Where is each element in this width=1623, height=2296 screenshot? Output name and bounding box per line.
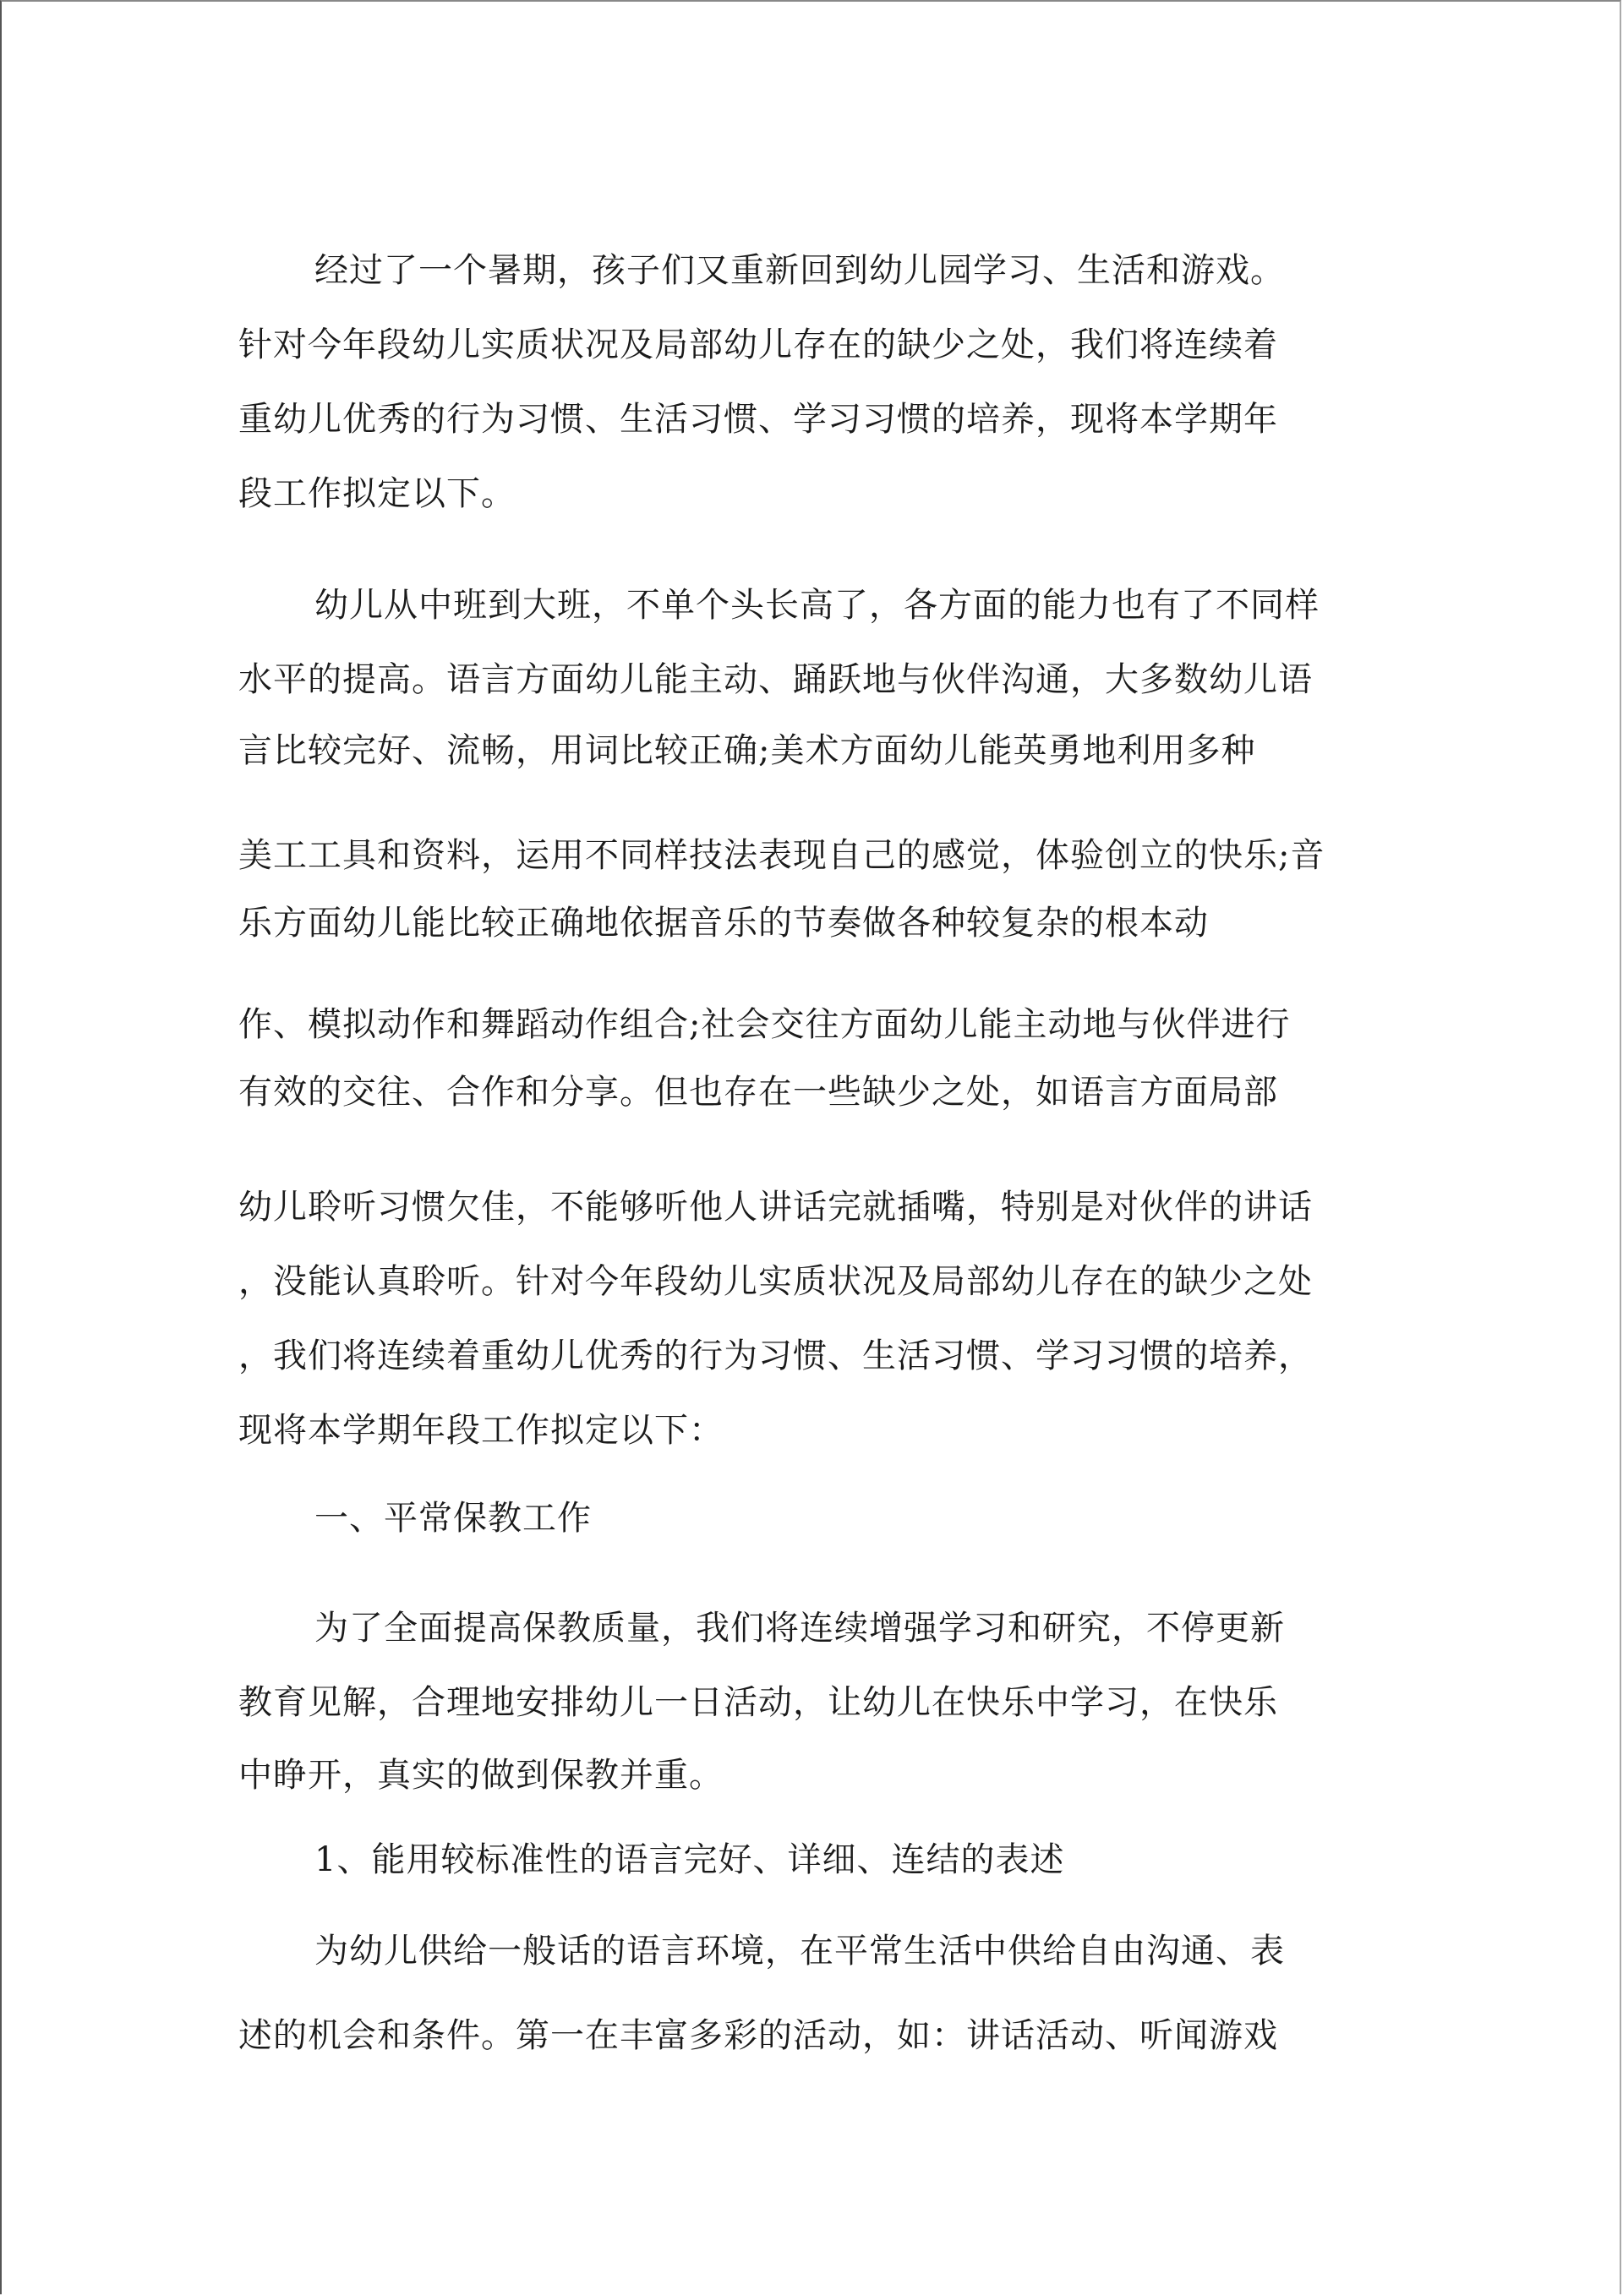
paragraph-2-line-6: 作、模拟动作和舞蹈动作组合;社会交往方面幼儿能主动地与伙伴进行 — [238, 1005, 1291, 1044]
paragraph-3-line-2: 教育见解，合理地安排幼儿一日活动，让幼儿在快乐中学习，在快乐 — [238, 1683, 1278, 1722]
paragraph-2-line-11: 现将本学期年段工作拟定以下： — [238, 1411, 724, 1450]
paragraph-2-line-7: 有效的交往、合作和分享。但也存在一些缺少之处，如语言方面局部 — [238, 1073, 1278, 1112]
paragraph-2-line-1: 幼儿从中班到大班，不单个头长高了，各方面的能力也有了不同样 — [314, 586, 1320, 625]
paragraph-3-line-3: 中睁开，真实的做到保教并重。 — [238, 1756, 724, 1795]
section-heading: 一、平常保教工作 — [314, 1499, 592, 1538]
paragraph-2-line-5: 乐方面幼儿能比较正确地依据音乐的节奏做各种较复杂的根本动 — [238, 904, 1209, 943]
paragraph-2-line-9: ，没能认真聆听。针对今年段幼儿实质状况及局部幼儿存在的缺少之处 — [238, 1262, 1313, 1301]
paragraph-1-line-1: 经过了一个暑期，孩子们又重新回到幼儿园学习、生活和游戏。 — [314, 251, 1285, 290]
subsection-heading: 1、能用较标准性的语言完好、详细、连结的表述 — [314, 1840, 1065, 1879]
paragraph-1-line-3: 重幼儿优秀的行为习惯、生活习惯、学习习惯的培养，现将本学期年 — [238, 400, 1278, 439]
paragraph-1-line-2: 针对今年段幼儿实质状况及局部幼儿存在的缺少之处，我们将连续着 — [238, 325, 1278, 364]
paragraph-2-line-4: 美工工具和资料，运用不同样技法表现自己的感觉，体验创立的快乐;音 — [238, 836, 1325, 875]
paragraph-1-line-4: 段工作拟定以下。 — [238, 474, 516, 513]
paragraph-4-line-1: 为幼儿供给一般话的语言环境，在平常生活中供给自由沟通、表 — [314, 1932, 1285, 1971]
paragraph-2-line-8: 幼儿聆听习惯欠佳，不能够听他人讲话完就插嘴，特别是对伙伴的讲话 — [238, 1188, 1313, 1227]
paragraph-3-line-1: 为了全面提高保教质量，我们将连续增强学习和研究，不停更新 — [314, 1609, 1285, 1648]
paragraph-2-line-10: ，我们将连续着重幼儿优秀的行为习惯、生活习惯、学习习惯的培养， — [238, 1337, 1313, 1375]
paragraph-4-line-2: 述的机会和条件。第一在丰富多彩的活动，如：讲话活动、听闻游戏 — [238, 2016, 1278, 2055]
paragraph-2-line-2: 水平的提高。语言方面幼儿能主动、踊跃地与伙伴沟通，大多数幼儿语 — [238, 660, 1313, 699]
paragraph-2-line-3: 言比较完好、流畅，用词比较正确;美术方面幼儿能英勇地利用多种 — [238, 731, 1256, 770]
